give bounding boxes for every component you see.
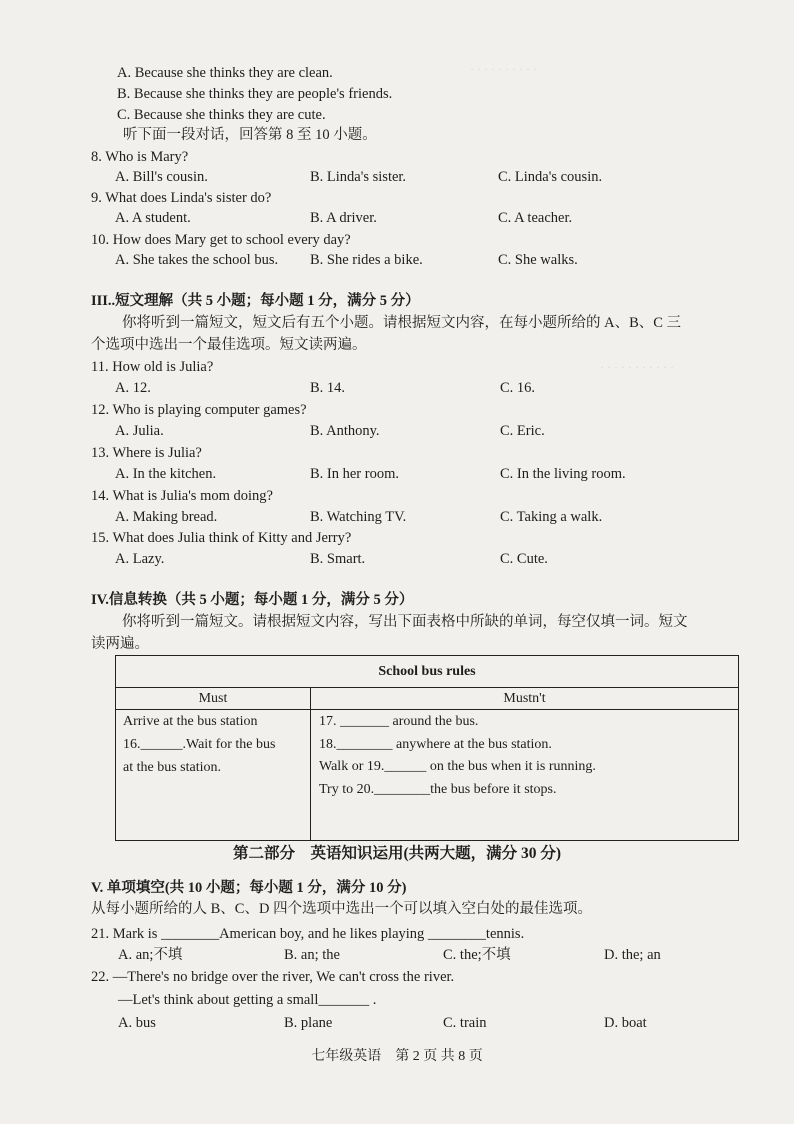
table-title: School bus rules <box>116 656 739 688</box>
question-15-options <box>115 550 715 568</box>
option-a: A. Julia. <box>115 423 164 439</box>
mustnt-line: 17. _______ around the bus. <box>319 714 479 729</box>
must-line: Arrive at the bus station <box>123 714 258 729</box>
school-bus-rules-table <box>115 655 739 841</box>
column-header-mustnt: Mustn't <box>311 688 739 710</box>
option-a: A. Making bread. <box>115 509 218 525</box>
question-22: 22. —There's no bridge over the river, We can't cross the river. <box>91 969 455 985</box>
section-5-instruction: 从每小题所给的人 B、C、D 四个选项中选出一个可以填入空白处的最佳选项。 <box>91 901 593 917</box>
option-c: C. Linda's cousin. <box>498 169 603 185</box>
option-c: C. train <box>443 1015 487 1031</box>
mustnt-line: 18.________ anywhere at the bus station. <box>319 737 552 752</box>
question-12-options <box>115 422 715 440</box>
show-through-text: · · · · · · · · · · <box>470 62 537 76</box>
section-3-instruction-1: 你将听到一篇短文，短文后有五个小题。请根据短文内容，在每小题所给的 A、B、C 三 <box>122 315 682 331</box>
dialogue-instruction: 听下面一段对话，回答第 8 至 10 小题。 <box>123 127 377 143</box>
question-11-options <box>115 379 715 397</box>
option-c: C. Taking a walk. <box>500 509 603 525</box>
option-c: C. She walks. <box>498 252 578 268</box>
option-b: B. A driver. <box>310 210 377 226</box>
section-3-heading: III..短文理解（共 5 小题；每小题 1 分，满分 5 分） <box>91 293 420 309</box>
question-21-options <box>118 946 738 964</box>
option-d: D. boat <box>604 1015 647 1031</box>
option-c: C. Eric. <box>500 423 545 439</box>
page-footer: 七年级英语 第 2 页 共 8 页 <box>311 1049 483 1064</box>
option-b: B. an; the <box>284 947 340 963</box>
q7-option-c: C. Because she thinks they are cute. <box>117 107 326 123</box>
question-13: 13. Where is Julia? <box>91 445 202 461</box>
mustnt-line: Walk or 19.______ on the bus when it is running. <box>319 759 596 774</box>
option-c: C. In the living room. <box>500 466 626 482</box>
option-c: C. the;不填 <box>443 947 511 963</box>
question-13-options <box>115 465 715 483</box>
option-a: A. an;不填 <box>118 947 183 963</box>
question-15: 15. What does Julia think of Kitty and Jerry? <box>91 530 352 546</box>
option-b: B. Smart. <box>310 551 366 567</box>
question-22-reply: —Let's think about getting a small_______ . <box>118 992 377 1008</box>
option-b: B. Anthony. <box>310 423 380 439</box>
option-a: A. 12. <box>115 380 151 396</box>
must-line: at the bus station. <box>123 760 221 775</box>
option-a: A. Bill's cousin. <box>115 169 208 185</box>
question-10: 10. How does Mary get to school every day? <box>91 232 351 248</box>
question-9-options <box>115 209 715 227</box>
q7-option-b: B. Because she thinks they are people's friends. <box>117 86 393 102</box>
must-line: 16.______.Wait for the bus <box>123 737 276 752</box>
question-9: 9. What does Linda's sister do? <box>91 190 272 206</box>
option-d: D. the; an <box>604 947 661 963</box>
part-2-heading: 第二部分 英语知识运用(共两大题，满分 30 分) <box>232 845 562 862</box>
option-a: A. She takes the school bus. <box>115 252 279 268</box>
q7-option-a: A. Because she thinks they are clean. <box>117 65 333 81</box>
section-4-instruction-2: 读两遍。 <box>91 636 149 652</box>
question-22-options <box>118 1014 738 1032</box>
question-11: 11. How old is Julia? <box>91 359 214 375</box>
option-b: B. plane <box>284 1015 333 1031</box>
question-14-options <box>115 508 715 526</box>
section-4-instruction-1: 你将听到一篇短文。请根据短文内容，写出下面表格中所缺的单词，每空仅填一词。短文 <box>122 614 688 630</box>
mustnt-line: Try to 20.________the bus before it stops. <box>319 782 557 797</box>
must-cell <box>116 710 311 841</box>
option-c: C. Cute. <box>500 551 548 567</box>
show-through-text: · · · · · · · · · · · <box>600 360 674 374</box>
option-b: B. She rides a bike. <box>310 252 423 268</box>
option-a: A. bus <box>118 1015 156 1031</box>
column-header-must: Must <box>116 688 311 710</box>
question-12: 12. Who is playing computer games? <box>91 402 307 418</box>
question-21: 21. Mark is ________American boy, and he likes playing ________tennis. <box>91 926 525 942</box>
option-b: B. Watching TV. <box>310 509 407 525</box>
option-a: A. A student. <box>115 210 191 226</box>
option-b: B. 14. <box>310 380 346 396</box>
option-b: B. In her room. <box>310 466 399 482</box>
section-5-heading: V. 单项填空(共 10 小题；每小题 1 分，满分 10 分) <box>91 880 407 896</box>
question-14: 14. What is Julia's mom doing? <box>91 488 273 504</box>
question-8-options <box>115 168 715 186</box>
question-8: 8. Who is Mary? <box>91 149 189 165</box>
section-3-instruction-2: 个选项中选出一个最佳选项。短文读两遍。 <box>91 337 367 353</box>
section-4-heading: IV.信息转换（共 5 小题；每小题 1 分，满分 5 分） <box>91 592 414 608</box>
question-10-options <box>115 251 715 269</box>
option-a: A. In the kitchen. <box>115 466 217 482</box>
option-a: A. Lazy. <box>115 551 165 567</box>
option-c: C. A teacher. <box>498 210 573 226</box>
option-b: B. Linda's sister. <box>310 169 407 185</box>
mustnt-cell <box>311 710 739 841</box>
option-c: C. 16. <box>500 380 536 396</box>
